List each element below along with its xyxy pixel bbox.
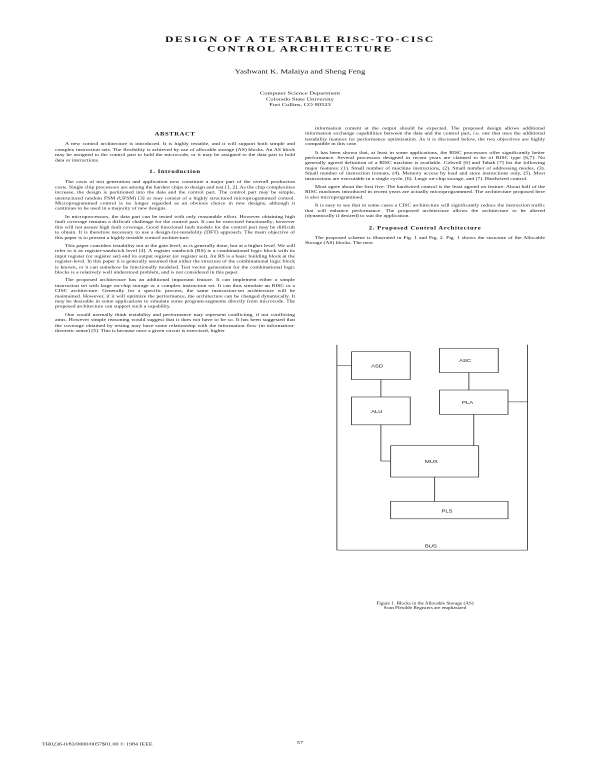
fig-label-pls: PLS xyxy=(441,509,453,515)
fig-label-asc: ASC xyxy=(459,358,472,364)
fig-block-pla xyxy=(440,390,508,414)
affiliation-dept: Computer Science Department xyxy=(259,91,341,97)
fig-label-asd: ASD xyxy=(371,364,384,370)
caption-line-1: Figure 1. Blocks in the Allocable Storage (AS) xyxy=(376,601,474,606)
paper-title xyxy=(0,36,600,55)
fig-label-pla: PLA xyxy=(462,400,474,406)
affiliation-city: Fort Collins, CO 80523 xyxy=(269,102,331,108)
title-line-1: DESIGN OF A TESTABLE RISC-TO-CISC xyxy=(165,35,435,45)
intro-paragraph-2: In microprocessors, the data part can be tested with only reasonable effort. However obtaining high fault coverage remains a difficult challenge for the control part. It can be exercised functionally; however this will not assure high fault coverage. Good functional fault models for the control part may be difficult to obtain. It is therefore necessary to use a design-for-testability (DFT) approach. The main objective of this paper is to present a highly testable control architecture. xyxy=(55,214,295,241)
title-line-2: CONTROL ARCHITECTURE xyxy=(207,44,393,54)
right-paragraph-3: Most agree about the first five. The hardwired control is the least agreed on feature. About half of the RISC machines introduced in recent years are actually microprogrammed. The architecture proposed here is also microprogrammed. xyxy=(305,185,545,200)
authors: Yashwant K. Malaiya and Sheng Feng xyxy=(234,67,366,75)
affiliation xyxy=(0,91,600,108)
right-paragraph-1: information content at the output should be expected. The proposed design allows additional information exchange capabilities between the data and the control part, i.e. one that uses the additional testability features for performance optimization. As it is discussed below, the two objectives are highly compatible in this case. xyxy=(305,126,545,147)
intro-paragraph-1: The costs of test generation and application now constitute a major part of the overall production costs. Single chip processors are among the hardest chips to design and test [1, 2]. As the chip complexities increase, the design is partitioned into the data and the control part. The control part may be simple, unstructured random FSM (UFSM) [3] or may consist of a highly structured microprogrammed control. Microprogrammed control is no longer regarded as an obvious choice in new designs, although it continues to be used in a majority of new designs. xyxy=(55,180,296,212)
intro-paragraph-3: This paper considers testability not at the gate level, as is generally done, but at a higher level. We will refer to it as register-sandwich level [4]. A register sandwich (RS) is a combinational logic block with its input register (or register set) and its output register (or register set). An RS is a basic building block at the register-level. In this paper it is generally assumed that either the structure of the combinational logic block is known, or it can somehow be functionally modeled. Test vector generation for the combinational logic blocks is a relatively well understood problem, and is not considered in this paper. xyxy=(55,244,295,275)
abstract-heading: ABSTRACT xyxy=(154,131,196,137)
figure-caption xyxy=(305,602,545,611)
fig-label-bus: BUS xyxy=(424,544,437,549)
fig-label-alu: ALU xyxy=(371,409,383,415)
intro-paragraph-5: One would normally think testability and performance may represent conflicting, if not conflicting aims. However simple reasoning would suggest that it does not have to be so. It has been suggested that the coverage obtained by testing may have some relationship with the information flow (in information-theoretic sense) [5]. This is because once a given circuit is exercised, higher xyxy=(55,313,295,334)
right-paragraph-4: It is easy to see that in some cases a CISC architecture will significantly reduce the instruction traffic that will enhance performance. The proposed architecture allows the architecture to be altered (dynamically if desired) to suit the application. xyxy=(305,203,545,219)
right-paragraph-2: It has been shown that, at least in some applications, the RISC processors offer significantly better performance. Several processors designed in recent years are claimed to be of RISC type [6,7]. No generally agreed definition of a RISC machine is available. Colwell [6] and Tabak [7] list the following major features: (1). Small number of machine instructions, (2). Small number of addressing modes, (3). Small number of instruction formats, (4). Memory access by load and store instructions only, (5). Most instructions are executable in a single cycle, (6). Large on-chip storage, and (7). Hardwired control. xyxy=(305,150,545,182)
footer-id: TH0236-0/83/0000/0057$01.00 © 1984 IEEE xyxy=(42,742,153,747)
page-number: 57 xyxy=(296,740,304,746)
affiliation-univ: Colorado State University xyxy=(266,96,334,102)
abstract-text: A new control architecture is introduced. It is highly testable, and it will support both simple and complex instruction sets. The flexibility is achieved by use of allocable storage (AS) blocks. An AS block may be assigned to the control part to hold the microcode, or it may be assigned to the data part to hold data or instructions. xyxy=(55,142,295,163)
caption-line-2: Scan Flexible Registers are emphasized xyxy=(383,606,467,611)
section2-heading: 2. Proposed Control Architecture xyxy=(368,225,482,231)
intro-heading: 1. Introduction xyxy=(149,169,201,175)
right-column xyxy=(305,127,545,250)
intro-paragraph-4: The proposed architecture has an additional important feature. It can implement either a simple instruction set with large on-chip storage or a complex instruction set. It can thus simulate an RISC or a CISC architecture. Generally for a specific process, the same instruction-set architecture will be maintained. However, if it will optimize the performance, the architecture can be changed dynamically. It may be desirable in some applications to simulate some program-segments directly from microcode. The proposed architecture can support such a capability. xyxy=(55,278,295,310)
left-column xyxy=(55,127,295,337)
section2-paragraph: The proposed scheme is illustrated in Fig. 1 and Fig. 2. Fig. 1 shows the structure of the Allocable Storage (AS) blocks. The next xyxy=(305,236,545,246)
fig-label-mux: MUX xyxy=(424,459,438,465)
figure-1-diagram xyxy=(332,340,552,582)
